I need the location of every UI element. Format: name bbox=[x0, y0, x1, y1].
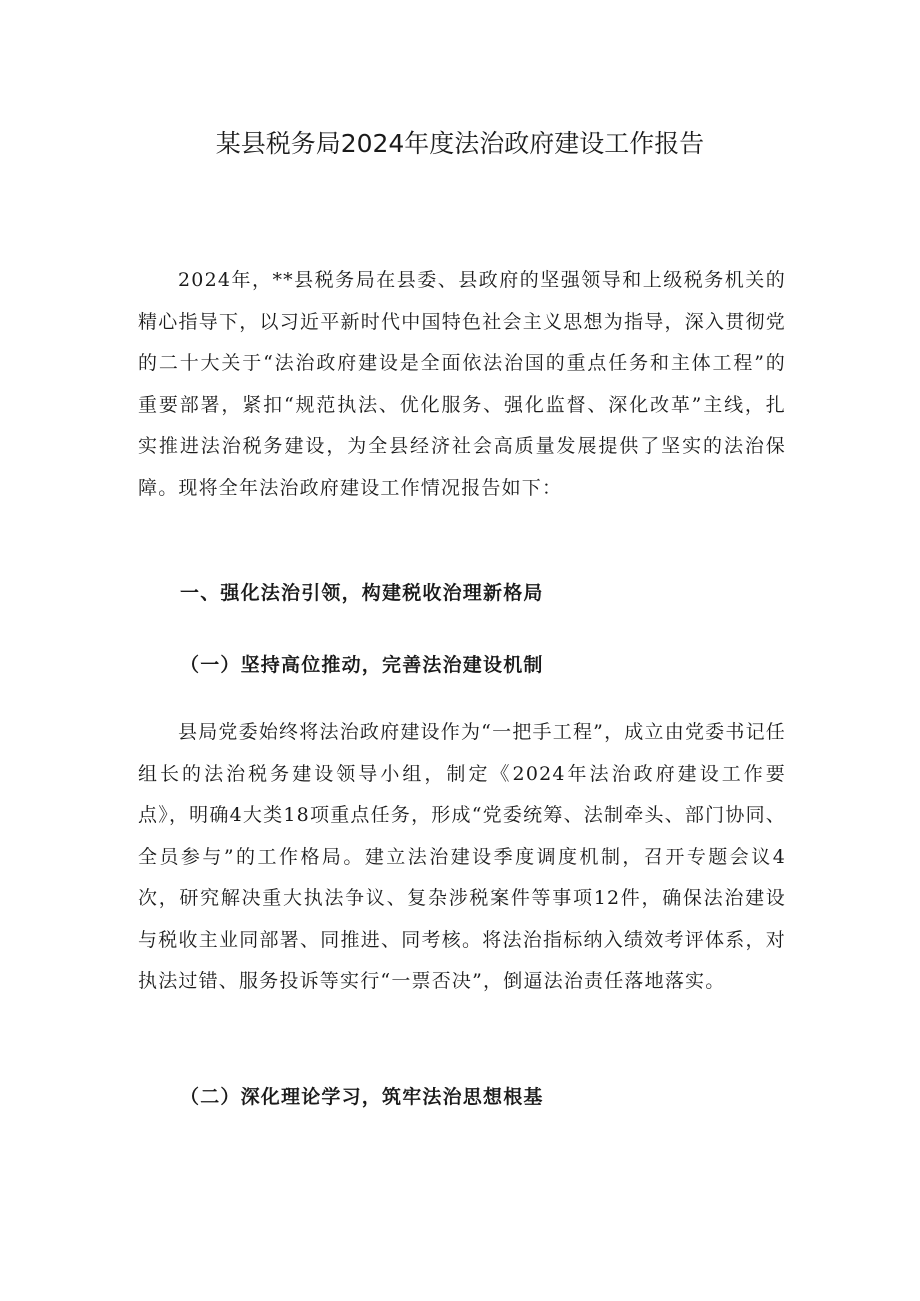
subsection-heading-1: （一）坚持高位推动，完善法治建设机制 bbox=[180, 654, 544, 676]
subsection-1-paragraph: 县局党委始终将法治政府建设作为“一把手工程”，成立由党委书记任组长的法治税务建设领导小组，制定《2024年法治政府建设工作要点》，明确4大类18项重点任务，形成“党委统筹、法制牵头、部门协同、全员参与”的工作格局。建立法治建设季度调度机制，召开专题会议4次，研究解决重大执法争议、复杂涉税案件等事项12件，确保法治建设与税收主业同部署、同推进、同考核。将法治指标纳入绩效考评体系，对执法过错、服务投诉等实行“一票否决”，倒逼法治责任落地落实。 bbox=[138, 721, 786, 992]
subsection-heading-2: （二）深化理论学习，筑牢法治思想根基 bbox=[180, 1086, 544, 1108]
intro-paragraph: 2024年，**县税务局在县委、县政府的坚强领导和上级税务机关的精心指导下，以习近平新时代中国特色社会主义思想为指导，深入贯彻党的二十大关于“法治政府建设是全面依法治国的重点任务和主体工程”的重要部署，紧扣“规范执法、优化服务、强化监督、深化改革”主线，扎实推进法治税务建设，为全县经济社会高质量发展提供了坚实的法治保障。现将全年法治政府建设工作情况报告如下： bbox=[138, 269, 786, 499]
section-heading-1: 一、强化法治引领，构建税收治理新格局 bbox=[180, 582, 544, 604]
document-title: 某县税务局2024年度法治政府建设工作报告 bbox=[215, 129, 705, 158]
